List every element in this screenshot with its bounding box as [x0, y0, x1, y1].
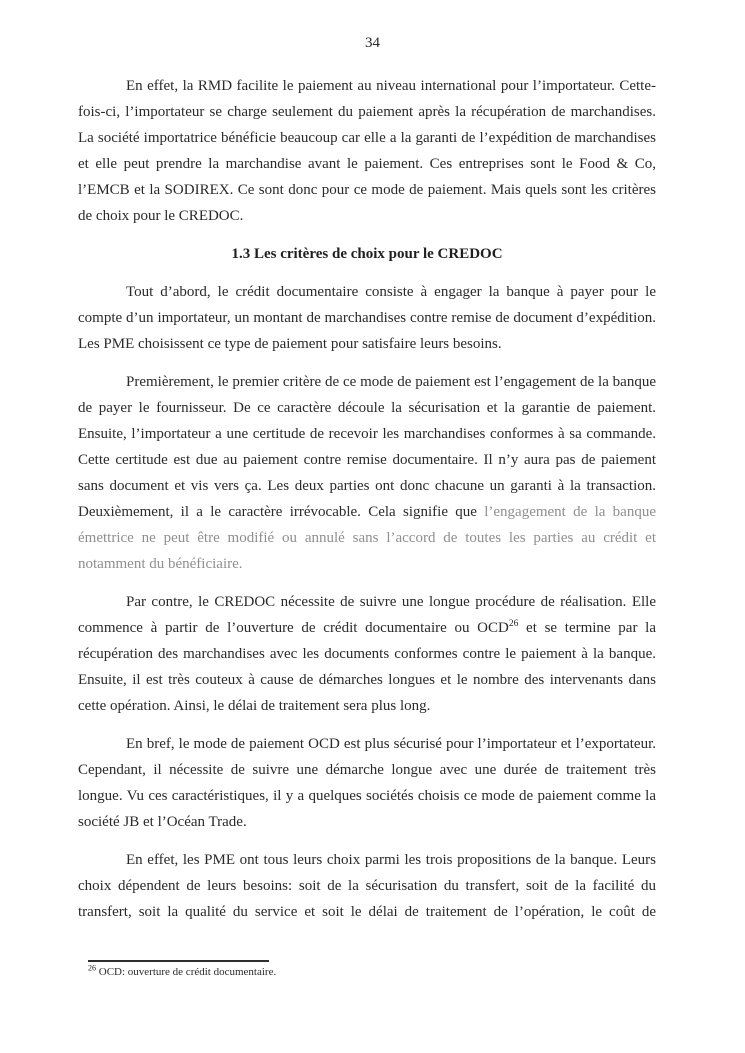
page-number: 34	[365, 35, 380, 51]
paragraph-5: En bref, le mode de paiement OCD est plus sécurisé pour l’importateur et l’exportateur. Cependant, il nécessite de suivre une démarche longue avec une durée de traitement très longue. Vu ces caractéristiques, il y a quelques sociétés choisis ce mode de paiement comme la société JB et l’Océan Trade.	[78, 736, 656, 830]
paragraph-6: En effet, les PME ont tous leurs choix parmi les trois propositions de la banque. Leurs choix dépendent de leurs besoins: soit de la sécurisation du transfert, soit de la facilité du transfert, soit la qualité du service et soit le délai de traitement de l’opération, le coût de	[78, 852, 656, 920]
section-heading-1-3: 1.3 Les critères de choix pour le CREDOC	[231, 246, 503, 262]
paragraph-4-after-ref: et se termine par la récupération des marchandises avec les documents conformes contre le paiement à la banque. Ensuite, il est très couteux à cause de démarches longues et le nombre des intervenants dans cette opération. Ainsi, le délai de traitement sera plus long.	[78, 620, 656, 714]
paragraph-4-before-ref: Par contre, le CREDOC nécessite de suivre une longue procédure de réalisation. Elle commence à partir de l’ouverture de crédit documentaire ou OCD	[78, 594, 656, 636]
footnote-reference-26: 26	[508, 619, 519, 629]
paragraph-3	[78, 369, 656, 577]
paragraph-3-black-segment: Premièrement, le premier critère de ce mode de paiement est l’engagement de la banque de payer le fournisseur. De ce caractère découle la sécurisation et la garantie de paiement. Ensuite, l’importateur a une certitude de recevoir les marchandises conformes à sa commande. Cette certitude est due au paiement contre remise documentaire. Il n’y aura pas de paiement sans document et vis vers ça. Les deux parties ont donc chacune un garanti à la transaction. Deuxièmement, il a le caractère irrévocable. Cela signifie que	[78, 374, 656, 520]
paragraph-1: En effet, la RMD facilite le paiement au niveau international pour l’importateur. Cette-fois-ci, l’importateur se charge seulement du paiement après la récupération de marchandises. La société importatrice bénéficie beaucoup car elle a la garanti de l’expédition de marchandises et elle peut prendre la marchandise avant le paiement. Ces entreprises sont le Food & Co, l’EMCB et la SODIREX. Ce sont donc pour ce mode de paiement. Mais quels sont les critères de choix pour le CREDOC.	[78, 78, 656, 224]
paragraph-2: Tout d’abord, le crédit documentaire consiste à engager la banque à payer pour le compte d’un importateur, un montant de marchandises contre remise de document d’expédition. Les PME choisissent ce type de paiement pour satisfaire leurs besoins.	[78, 284, 656, 352]
footnote-text: OCD: ouverture de crédit documentaire.	[96, 966, 277, 978]
footnote-marker: 26	[88, 963, 96, 973]
footnote-separator	[88, 960, 269, 962]
footnote	[88, 964, 648, 981]
paragraph-3-gray-segment: l’engagement de la banque émettrice ne peut être modifié ou annulé sans l’accord de toutes les parties au crédit et notamment du bénéficiaire.	[78, 504, 656, 572]
paragraph-4	[78, 589, 656, 719]
